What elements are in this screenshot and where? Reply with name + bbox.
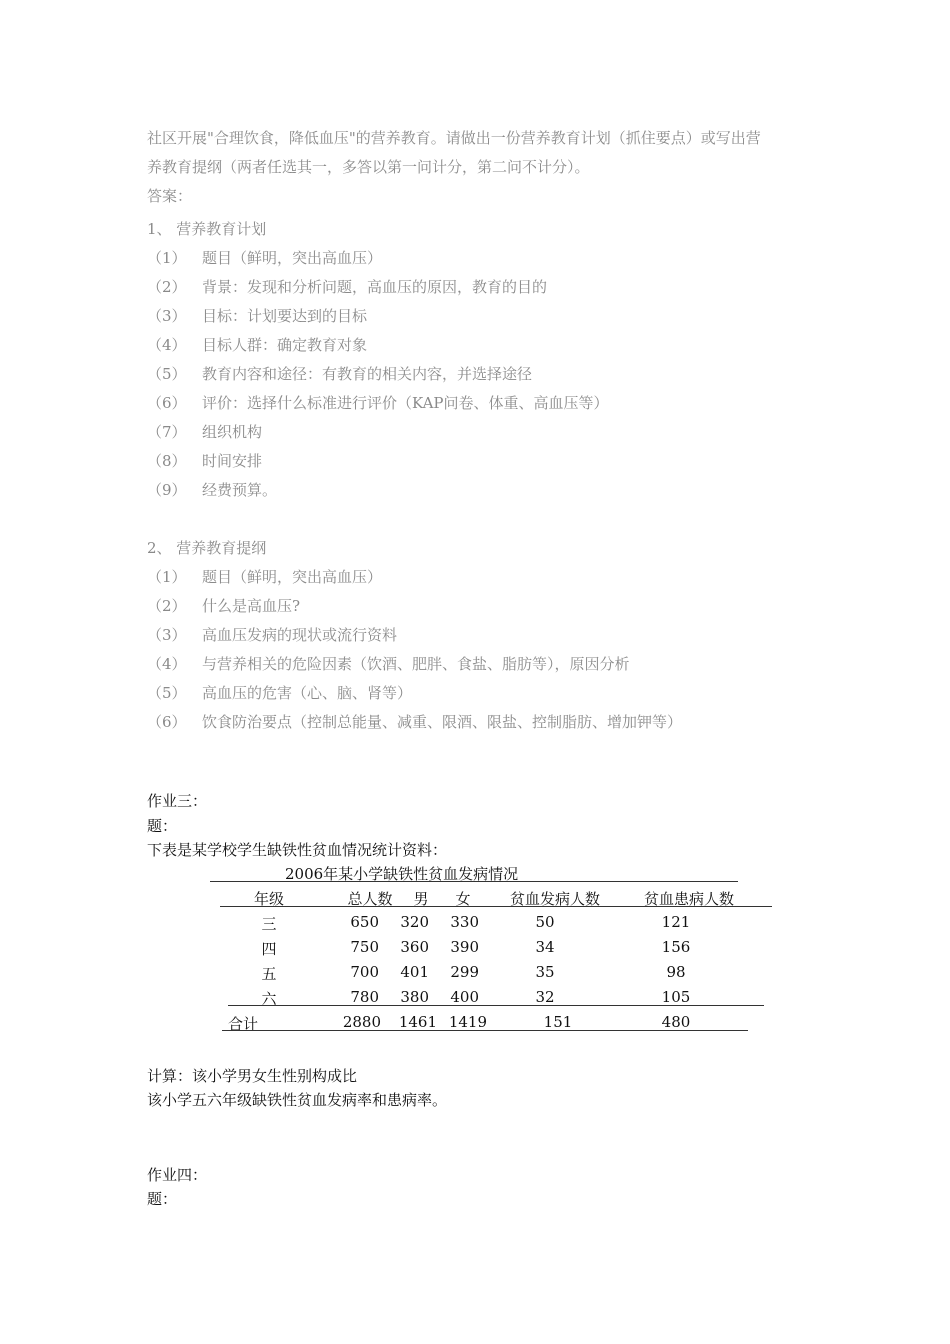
item-number: （4） — [147, 336, 187, 354]
hw4-title: 作业四： — [147, 1166, 208, 1184]
list-item — [147, 276, 547, 297]
item-number: （2） — [147, 278, 187, 296]
item-number: （1） — [147, 568, 187, 586]
table-cell: 400 — [450, 988, 479, 1006]
item-text: 目标人群：确定教育对象 — [202, 336, 368, 354]
item-text: 组织机构 — [202, 423, 263, 441]
item-number: （9） — [147, 481, 187, 499]
table-header-cell: 总人数 — [347, 890, 393, 908]
item-number: （5） — [147, 684, 187, 702]
table-cell: 360 — [400, 938, 429, 956]
list-item — [147, 566, 382, 587]
item-text: 教育内容和途径：有教育的相关内容，并选择途径 — [202, 365, 533, 383]
item-number: （8） — [147, 452, 187, 470]
table-cell: 330 — [450, 913, 479, 931]
question-text — [147, 124, 827, 211]
table-cell: 650 — [350, 913, 379, 931]
table-total-cell: 合计 — [228, 1015, 259, 1033]
plan-heading: 1、 营养教育计划 — [147, 220, 267, 238]
table-header-cell: 女 — [455, 890, 471, 908]
table-total-cell: 2880 — [342, 1013, 381, 1031]
list-item — [147, 479, 277, 500]
table-rule-bottom — [228, 1005, 764, 1006]
hw3-question-label: 题： — [147, 817, 178, 835]
table-cell: 700 — [350, 963, 379, 981]
table-rule-header — [220, 906, 772, 907]
answer-label: 答案： — [147, 187, 193, 205]
question-line-1: 社区开展"合理饮食，降低血压"的营养教育。请做出一份营养教育计划（抓住要点）或写出营 — [147, 129, 761, 147]
list-item — [147, 450, 262, 471]
item-text: 饮食防治要点（控制总能量、减重、限酒、限盐、控制脂肪、增加钾等） — [202, 713, 683, 731]
list-item — [147, 595, 300, 616]
table-cell: 380 — [400, 988, 429, 1006]
table-cell: 299 — [450, 963, 479, 981]
table-total-cell: 151 — [543, 1013, 573, 1031]
list-item — [147, 363, 532, 384]
table-cell: 121 — [661, 913, 691, 931]
item-text: 评价：选择什么标准进行评价（KAP问卷、体重、高血压等） — [202, 394, 609, 412]
table-rule-total — [222, 1030, 748, 1031]
item-number: （3） — [147, 307, 187, 325]
item-text: 什么是高血压? — [202, 597, 301, 615]
item-number: （2） — [147, 597, 187, 615]
item-text: 与营养相关的危险因素（饮酒、肥胖、食盐、脂肪等），原因分析 — [202, 655, 630, 673]
hw3-description: 下表是某学校学生缺铁性贫血情况统计资料： — [147, 841, 448, 859]
table-cell: 34 — [535, 938, 555, 956]
table-header-cell: 年级 — [253, 890, 285, 908]
item-number: （6） — [147, 713, 187, 731]
outline-heading: 2、 营养教育提纲 — [147, 539, 267, 557]
table-cell: 32 — [535, 988, 555, 1006]
table-header-cell: 贫血患病人数 — [643, 890, 735, 908]
question-line-2: 养教育提纲（两者任选其一，多答以第一问计分，第二问不计分）。 — [147, 158, 590, 176]
item-text: 高血压的危害（心、脑、肾等） — [202, 684, 413, 702]
table-cell: 320 — [400, 913, 429, 931]
list-item — [147, 421, 262, 442]
item-number: （3） — [147, 626, 187, 644]
table-header-cell: 贫血发病人数 — [509, 890, 601, 908]
calc-line-2: 该小学五六年级缺铁性贫血发病率和患病率。 — [147, 1091, 448, 1109]
calc-line-1: 计算：该小学男女生性别构成比 — [147, 1067, 358, 1085]
table-cell: 五 — [261, 965, 277, 983]
table-cell: 98 — [666, 963, 686, 981]
table-cell: 780 — [350, 988, 379, 1006]
table-cell: 401 — [400, 963, 429, 981]
table-total-cell: 1419 — [448, 1013, 487, 1031]
table-cell: 三 — [261, 915, 277, 933]
table-cell: 35 — [535, 963, 555, 981]
item-number: （6） — [147, 394, 187, 412]
item-text: 题目（鲜明，突出高血压） — [202, 568, 383, 586]
list-item — [147, 392, 609, 413]
item-text: 高血压发病的现状或流行资料 — [202, 626, 398, 644]
list-item — [147, 305, 367, 326]
table-cell: 156 — [661, 938, 691, 956]
item-number: （5） — [147, 365, 187, 383]
table-cell: 750 — [350, 938, 379, 956]
item-text: 背景：发现和分析问题，高血压的原因，教育的目的 — [202, 278, 548, 296]
item-number: （7） — [147, 423, 187, 441]
table-rule-top — [210, 881, 738, 882]
table-cell: 50 — [535, 913, 555, 931]
item-text: 时间安排 — [202, 452, 263, 470]
table-cell: 105 — [661, 988, 691, 1006]
item-text: 目标：计划要达到的目标 — [202, 307, 368, 325]
table-cell: 六 — [261, 990, 277, 1008]
item-number: （4） — [147, 655, 187, 673]
list-item — [147, 711, 682, 732]
hw3-title: 作业三： — [147, 792, 208, 810]
item-number: （1） — [147, 249, 187, 267]
table-cell: 390 — [450, 938, 479, 956]
list-item — [147, 247, 382, 268]
table-caption: 2006年某小学缺铁性贫血发病情况 — [285, 865, 519, 883]
list-item — [147, 334, 367, 355]
hw4-question-label: 题： — [147, 1190, 178, 1208]
item-text: 经费预算。 — [202, 481, 278, 499]
list-item — [147, 682, 412, 703]
item-text: 题目（鲜明，突出高血压） — [202, 249, 383, 267]
table-header-cell: 男 — [413, 890, 429, 908]
list-item — [147, 624, 397, 645]
table-total-cell: 1461 — [398, 1013, 437, 1031]
table-cell: 四 — [261, 940, 277, 958]
table-total-cell: 480 — [661, 1013, 691, 1031]
list-item — [147, 653, 630, 674]
